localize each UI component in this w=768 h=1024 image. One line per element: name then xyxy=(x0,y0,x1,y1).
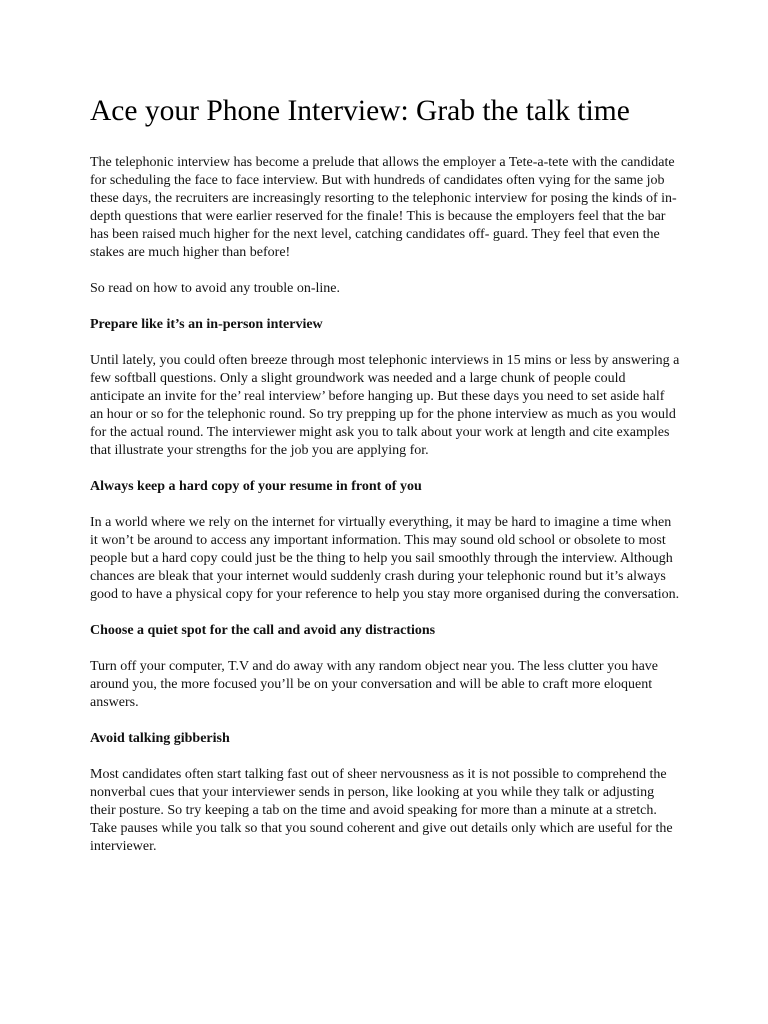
section-heading-gibberish: Avoid talking gibberish xyxy=(90,731,230,746)
section-heading-quiet-spot: Choose a quiet spot for the call and avoid any distractions xyxy=(90,623,436,638)
section-body-hard-copy: In a world where we rely on the internet for virtually everything, it may be hard to imagine a time when it won’t be around to access any important information. This may sound old school or obsolete to most people but a hard copy could just be the thing to help you sail smoothly through the interview. Although chances are bleak that your internet would suddenly crash during your telephonic round but it’s always good to have a physical copy for your reference to help you stay more organised during the conversation. xyxy=(90,515,680,602)
section-heading-hard-copy: Always keep a hard copy of your resume in front of you xyxy=(90,479,422,494)
section-body-quiet-spot: Turn off your computer, T.V and do away with any random object near you. The less clutter you have around you, the more focused you’ll be on your conversation and will be able to craft more eloquent answers. xyxy=(90,659,658,710)
section-body-prepare: Until lately, you could often breeze through most telephonic interviews in 15 mins or less by answering a few softball questions. Only a slight groundwork was needed and a large chunk of people could anticipate an invite for the’ real interview’ before hanging up. But these days you need to set aside half an hour or so for the telephonic round. So try prepping up for the phone interview as much as you would for the actual round. The interviewer might ask you to talk about your work at length and cite examples that illustrate your strengths for the job you are applying for. xyxy=(90,353,680,458)
section-body-gibberish: Most candidates often start talking fast out of sheer nervousness as it is not possible to comprehend the nonverbal cues that your interviewer sends in person, like looking at you while they talk or adjusting their posture. So try keeping a tab on the time and avoid speaking for more than a minute at a stretch. Take pauses while you talk so that you sound coherent and give out details only which are useful for the interviewer. xyxy=(90,767,673,854)
document-title: Ace your Phone Interview: Grab the talk time xyxy=(90,95,630,127)
lead-in-paragraph: So read on how to avoid any trouble on-line. xyxy=(90,281,341,296)
intro-paragraph: The telephonic interview has become a prelude that allows the employer a Tete-a-tete with the candidate for scheduling the face to face interview. But with hundreds of candidates often vying for the same job these days, the recruiters are increasingly resorting to the telephonic interview for posing the kinds of in-depth questions that were earlier reserved for the finale! This is because the employers feel that the bar has been raised much higher for the next level, catching candidates off- guard. They feel that even the stakes are much higher than before! xyxy=(90,155,677,260)
section-heading-prepare: Prepare like it’s an in-person interview xyxy=(90,317,323,332)
